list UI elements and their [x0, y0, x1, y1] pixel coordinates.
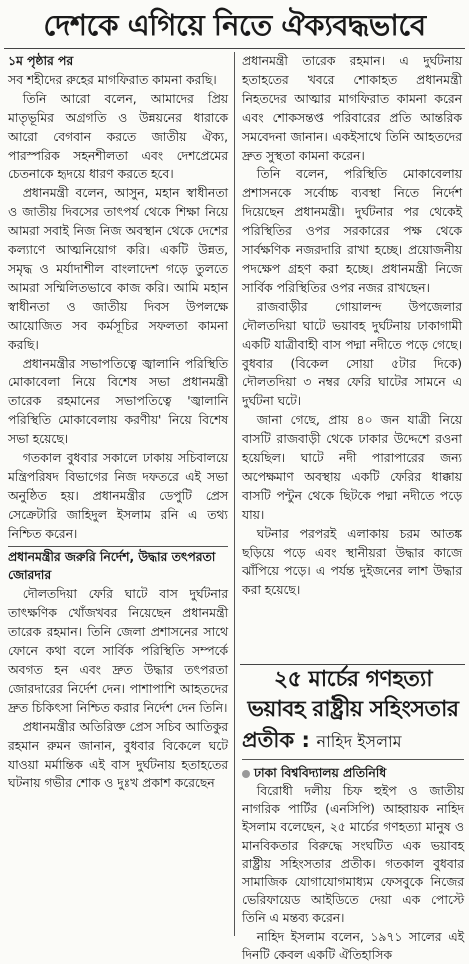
desk-line: [242, 764, 464, 782]
story2-byline: নাহিদ ইসলাম: [316, 732, 402, 751]
continued-kicker: ১ম পৃষ্ঠার পর: [8, 54, 74, 68]
second-story: [242, 665, 464, 962]
story2-headline-prefix: প্রতীক :: [242, 728, 310, 752]
story2-headline-line3: [242, 725, 464, 757]
column-divider: [234, 52, 235, 936]
left-paragraph-5: গতকাল বুধবার সকালে ঢাকায় সচিবালয়ে মন্ত্রিপরিষদ বিভাগের নিজ দফতরে এই সভা অনুষ্ঠিত হয়। প্রধানমন্ত্রীর ডেপুটি প্রেস সেক্রেটারি জাহিদুল ইসলাম রনি এ তথ্য নিশ্চিত করেন।: [8, 451, 228, 541]
right-paragraph-2: তিনি বলেন, পরিস্থিতি মোকাবেলায় প্রশাসনকে সর্বোচ্চ ব্যবস্থা নিতে নির্দেশ দিয়েছেন প্রধানমন্ত্রী। দুর্ঘটনার পর থেকেই পরিস্থিতির ওপর সরকারের পক্ষ থেকে সার্বক্ষণিক নজরদারি রাখা হচ্ছে। প্রয়োজনীয় পদক্ষেপ গ্রহণ করা হচ্ছে। প্রধানমন্ত্রী নিজে সার্বিক পরিস্থিতির ওপর নজর রাখছেন।: [242, 167, 462, 295]
headline-rule: [4, 48, 465, 49]
story2-paragraph-1: বিরোধী দলীয় চিফ হুইপ ও জাতীয় নাগরিক পার্টির (এনসিপি) আহ্বায়ক নাহিদ ইসলাম বলেছেন, ২৫ মার্চের গণহত্যা মানুষ ও মানবিকতার বিরুদ্ধে সংঘটিত এক ভয়াবহ রাষ্ট্রীয় সহিংসতার প্রতীক। গতকাল বুধবার সামাজিক যোগাযোগমাধ্যম ফেসবুকে নিজের ভেরিফায়েড আইডিতে দেয়া এক পোস্টে তিনি এ মন্তব্য করেন।: [242, 784, 464, 926]
right-paragraph-3: রাজবাড়ীর গোয়ালন্দ উপজেলার দৌলতদিয়া ঘাটে ভয়াবহ দুর্ঘটনায় ঢাকাগামী একটি যাত্রীবাহী বাস পদ্মা নদীতে পড়ে গেছে। বুধবার (বিকেল সোয়া ৫টার দিকে) দৌলতদিয়া ৩ নম্বর ফেরি ঘাটের সামনে এ দুর্ঘটনা ঘটে।: [242, 299, 462, 409]
subheading: প্রধানমন্ত্রীর জরুরি নির্দেশ, উদ্ধার তৎপরতা জোরদার: [8, 546, 228, 586]
left-paragraph-6: দৌলতদিয়া ফেরি ঘাটে বাস দুর্ঘটনার তাৎক্ষণিক খোঁজখবর নিয়েছেন প্রধানমন্ত্রী তারেক রহমান। তিনি জেলা প্রশাসনের সাথে ফোনে কথা বলে সার্বিক পরিস্থিতি সম্পর্কে অবগত হন এবং দ্রুত উদ্ধার তৎপরতা জোরদারের নির্দেশ দেন। পাশাপাশি আহতদের দ্রুত চিকিৎসা নিশ্চিত করার নির্দেশ দেন তিনি।: [8, 587, 228, 715]
byline-rule: [242, 759, 464, 760]
left-paragraph-3: প্রধানমন্ত্রী বলেন, আসুন, মহান স্বাধীনতা ও জাতীয় দিবসের তাৎপর্য থেকে শিক্ষা নিয়ে আমরা সবাই নিজ নিজ অবস্থান থেকে দেশের কল্যাণে আত্মনিয়োগ করি। একটি উন্নত, সমৃদ্ধ ও মর্যাদাশীল বাংলাদেশ গড়ে তুলতে আমরা সম্মিলিতভাবে কাজ করি। আমি মহান স্বাধীনতা ও জাতীয় দিবস উপলক্ষে আয়োজিত সব কর্মসূচির সফলতা কামনা করছি।: [8, 186, 228, 352]
main-headline: দেশকে এগিয়ে নিতে ঐক্যবদ্ধভাবে: [43, 8, 426, 42]
right-column: [242, 52, 462, 662]
right-paragraph-4: জানা গেছে, প্রায় ৪০ জন যাত্রী নিয়ে বাসটি রাজবাড়ী থেকে ঢাকার উদ্দেশে রওনা হয়েছিল। ঘাটে নদী পারাপারের জন্য অপেক্ষমাণ অবস্থায় একটি ফেরির ধাক্কায় বাসটি পন্টুন থেকে ছিটকে পদ্মা নদীতে পড়ে যায়।: [242, 413, 462, 522]
left-column: [8, 52, 228, 936]
left-paragraph-2: তিনি আরো বলেন, আমাদের প্রিয় মাতৃভূমির অগ্রগতি ও উন্নয়নের ধারাকে আরো বেগবান করতে জাতীয় ঐক্য, পারস্পরিক সহনশীলতা এবং দেশপ্রেমের চেতনাকে হৃদয়ে ধারণ করতে হবে।: [8, 91, 228, 182]
right-paragraph-5: ঘটনার পরপরই এলাকায় চরম আতঙ্ক ছড়িয়ে পড়ে এবং স্থানীয়রা উদ্ধার কাজে ঝাঁপিয়ে পড়ে। এ পর্যন্ত দুইজনের লাশ উদ্ধার করা হয়েছে।: [242, 526, 462, 598]
left-paragraph-7: প্রধানমন্ত্রীর অতিরিক্ত প্রেস সচিব আতিকুর রহমান রুমন জানান, বুধবার বিকেলে ঘটে যাওয়া মর্মান্তিক এই বাস দুর্ঘটনায় হতাহতের ঘটনায় গভীর শোক ও দুঃখ প্রকাশ করেছেন: [8, 719, 228, 791]
story2-headline-line1: ২৫ মার্চের গণহত্যা: [273, 667, 433, 692]
story2-headline-line2: ভয়াবহ রাষ্ট্রীয় সহিংসতার: [247, 697, 459, 722]
story2-paragraph-2: নাহিদ ইসলাম বলেন, ১৯৭১ সালের এই দিনটি কেবল একটি ঐতিহাসিক: [242, 929, 464, 962]
left-paragraph-4: প্রধানমন্ত্রীর সভাপতিত্বে জ্বালানি পরিস্থিতি মোকাবেলা নিয়ে বিশেষ সভা প্রধানমন্ত্রী তারেক রহমানের সভাপতিত্বে 'জ্বালানি পরিস্থিতি মোকাবেলায় করণীয়' নিয়ে বিশেষ সভা হয়েছে।: [8, 356, 228, 447]
right-paragraph-1: প্রধানমন্ত্রী তারেক রহমান। এ দুর্ঘটনায় হতাহতের খবরে শোকাহত প্রধানমন্ত্রী নিহতদের আত্মার মাগফিরাত কামনা করেন এবং শোকসন্তপ্ত পরিবারের প্রতি আন্তরিক সমবেদনা জানান। একইসাথে তিনি আহতদের দ্রুত সুস্থতা কামনা করেন।: [242, 54, 462, 163]
left-paragraph-1: সব শহীদের রুহের মাগফিরাত কামনা করছি।: [8, 72, 217, 87]
desk-label: ঢাকা বিশ্ববিদ্যালয় প্রতিনিধি: [254, 766, 387, 780]
bullet-icon: [242, 770, 250, 778]
